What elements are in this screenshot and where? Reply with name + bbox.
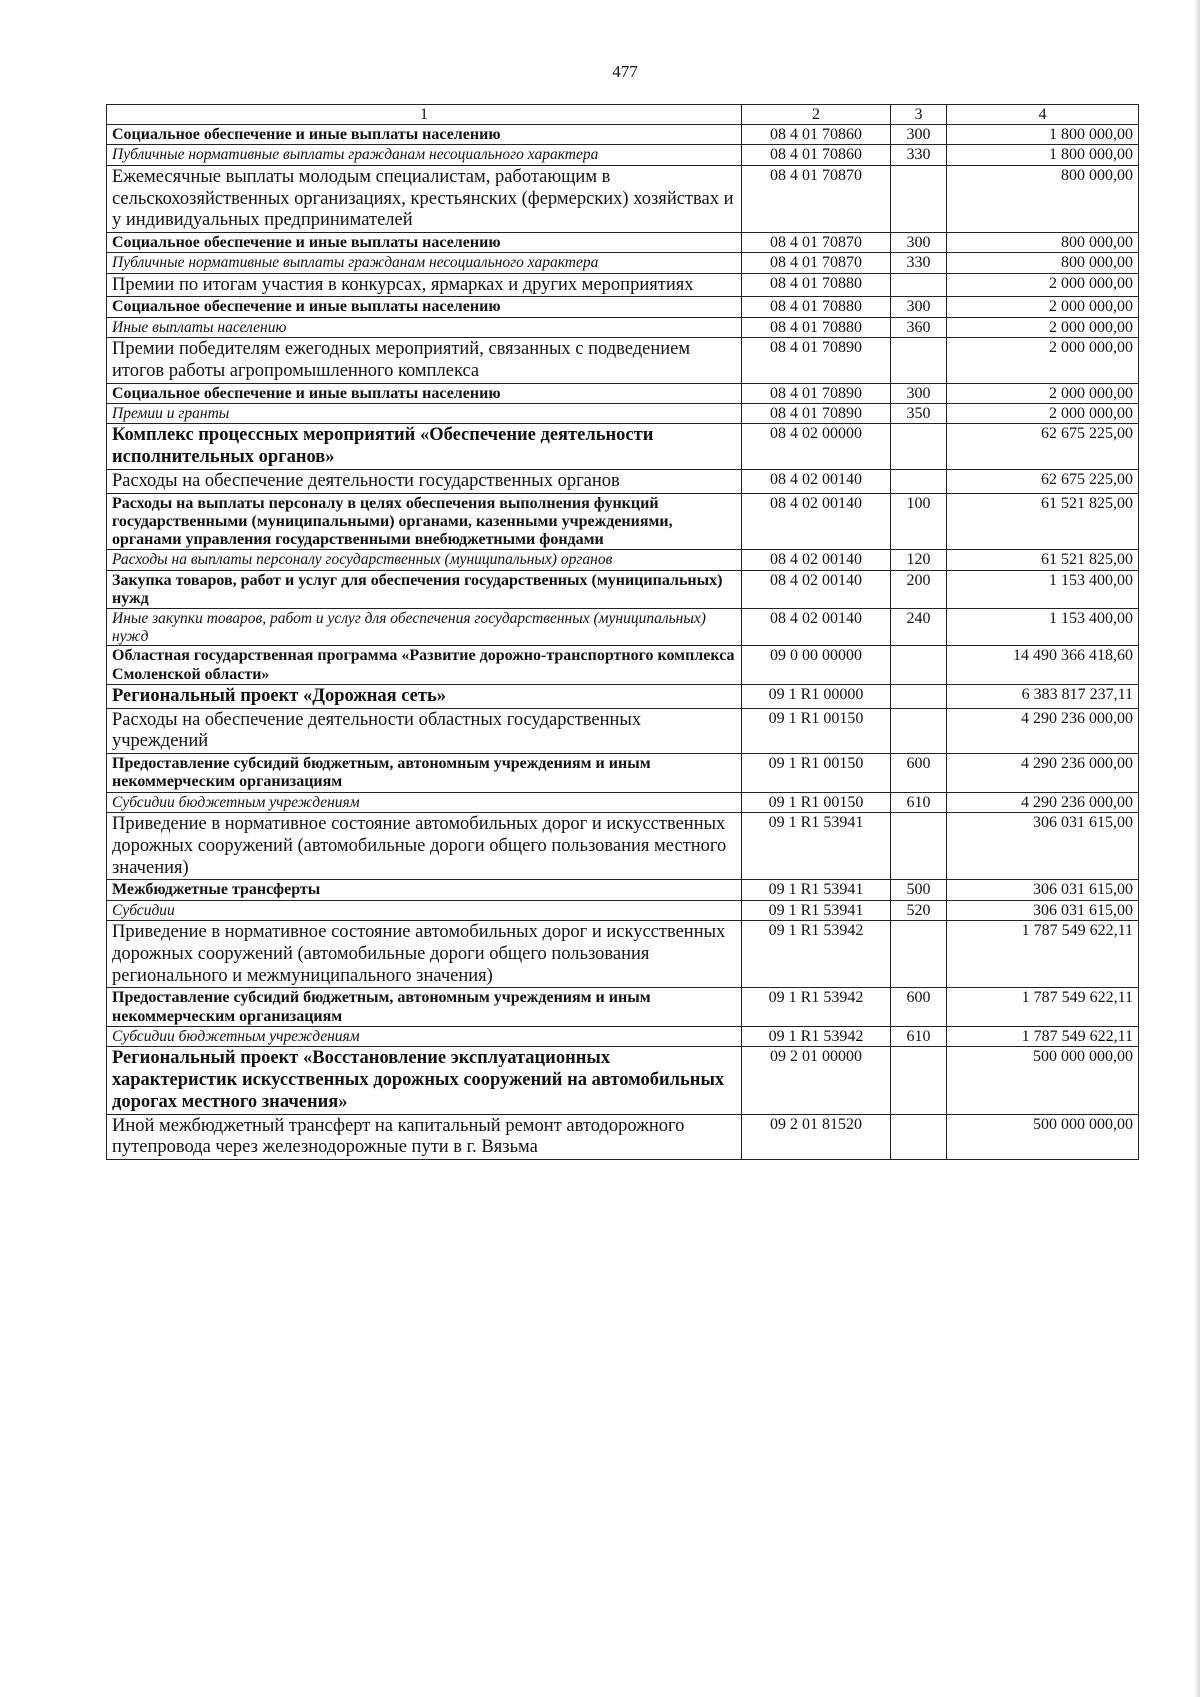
row-expense-type-cell: 100 — [891, 493, 947, 550]
header-col-3: 3 — [891, 105, 947, 125]
row-name-cell: Закупка товаров, работ и услуг для обеспечения государственных (муниципальных) нужд — [107, 570, 742, 608]
row-code-cell: 08 4 02 00140 — [742, 570, 891, 608]
row-amount-cell: 306 031 615,00 — [947, 900, 1139, 920]
row-expense-type-cell: 300 — [891, 383, 947, 403]
header-col-4: 4 — [947, 105, 1139, 125]
row-name-cell: Социальное обеспечение и иные выплаты населению — [107, 125, 742, 145]
row-name-cell: Расходы на обеспечение деятельности областных государственных учреждений — [107, 708, 742, 754]
row-code-cell: 08 4 02 00000 — [742, 424, 891, 470]
row-name-cell: Иной межбюджетный трансферт на капитальный ремонт автодорожного путепровода через железнодорожные пути в г. Вязьма — [107, 1114, 742, 1160]
row-name-cell: Расходы на выплаты персоналу государственных (муниципальных) органов — [107, 550, 742, 570]
row-expense-type-cell: 520 — [891, 900, 947, 920]
row-expense-type-cell — [891, 1114, 947, 1160]
row-amount-cell: 800 000,00 — [947, 233, 1139, 253]
row-name-cell: Социальное обеспечение и иные выплаты населению — [107, 297, 742, 317]
table-row — [107, 708, 1139, 754]
row-expense-type-cell — [891, 469, 947, 493]
budget-table-body — [107, 105, 1139, 1160]
row-code-cell: 08 4 02 00140 — [742, 469, 891, 493]
row-code-cell: 09 2 01 00000 — [742, 1047, 891, 1114]
table-row — [107, 684, 1139, 708]
row-amount-cell: 800 000,00 — [947, 253, 1139, 273]
row-expense-type-cell: 600 — [891, 988, 947, 1026]
row-amount-cell: 1 153 400,00 — [947, 570, 1139, 608]
row-expense-type-cell: 500 — [891, 880, 947, 900]
row-amount-cell: 2 000 000,00 — [947, 297, 1139, 317]
header-col-1: 1 — [107, 105, 742, 125]
row-name-cell: Региональный проект «Восстановление эксплуатационных характеристик искусственных дорожных сооружений на автомобильных дорогах местного значения» — [107, 1047, 742, 1114]
scan-edge-shadow — [1194, 0, 1200, 1697]
row-name-cell: Предоставление субсидий бюджетным, автономным учреждениям и иным некоммерческим организациям — [107, 754, 742, 792]
table-row — [107, 469, 1139, 493]
row-amount-cell: 500 000 000,00 — [947, 1047, 1139, 1114]
row-expense-type-cell — [891, 273, 947, 297]
row-expense-type-cell: 330 — [891, 145, 947, 165]
row-name-cell: Субсидии бюджетным учреждениям — [107, 1026, 742, 1046]
row-code-cell: 08 4 01 70890 — [742, 337, 891, 383]
row-expense-type-cell — [891, 708, 947, 754]
row-name-cell: Региональный проект «Дорожная сеть» — [107, 684, 742, 708]
table-row — [107, 550, 1139, 570]
row-amount-cell: 306 031 615,00 — [947, 880, 1139, 900]
row-expense-type-cell: 200 — [891, 570, 947, 608]
table-row — [107, 920, 1139, 987]
row-name-cell: Публичные нормативные выплаты гражданам несоциального характера — [107, 253, 742, 273]
table-row — [107, 317, 1139, 337]
row-code-cell: 08 4 02 00140 — [742, 550, 891, 570]
row-code-cell: 09 1 R1 53942 — [742, 920, 891, 987]
row-amount-cell: 61 521 825,00 — [947, 493, 1139, 550]
row-amount-cell: 2 000 000,00 — [947, 317, 1139, 337]
row-code-cell: 08 4 01 70870 — [742, 253, 891, 273]
row-amount-cell: 1 787 549 622,11 — [947, 920, 1139, 987]
row-amount-cell: 1 153 400,00 — [947, 608, 1139, 645]
row-expense-type-cell: 300 — [891, 297, 947, 317]
row-name-cell: Предоставление субсидий бюджетным, автономным учреждениям и иным некоммерческим организациям — [107, 988, 742, 1026]
table-row — [107, 145, 1139, 165]
row-amount-cell: 1 787 549 622,11 — [947, 1026, 1139, 1046]
row-amount-cell: 500 000 000,00 — [947, 1114, 1139, 1160]
row-name-cell: Социальное обеспечение и иные выплаты населению — [107, 233, 742, 253]
row-name-cell: Премии по итогам участия в конкурсах, ярмарках и других мероприятиях — [107, 273, 742, 297]
row-name-cell: Областная государственная программа «Развитие дорожно-транспортного комплекса Смоленской области» — [107, 646, 742, 684]
row-name-cell: Межбюджетные трансферты — [107, 880, 742, 900]
row-code-cell: 09 1 R1 53942 — [742, 988, 891, 1026]
row-code-cell: 08 4 01 70880 — [742, 317, 891, 337]
table-row — [107, 880, 1139, 900]
row-amount-cell: 61 521 825,00 — [947, 550, 1139, 570]
table-row — [107, 1026, 1139, 1046]
table-row — [107, 403, 1139, 423]
row-amount-cell: 306 031 615,00 — [947, 812, 1139, 879]
row-name-cell: Приведение в нормативное состояние автомобильных дорог и искусственных дорожных сооружений (автомобильные дороги общего пользования регионального и межмуниципального значения) — [107, 920, 742, 987]
table-row — [107, 570, 1139, 608]
table-row — [107, 608, 1139, 645]
row-code-cell: 08 4 01 70870 — [742, 233, 891, 253]
budget-table — [106, 104, 1139, 1160]
row-code-cell: 09 1 R1 00150 — [742, 754, 891, 792]
row-code-cell: 09 0 00 00000 — [742, 646, 891, 684]
row-amount-cell: 2 000 000,00 — [947, 273, 1139, 297]
row-code-cell: 08 4 01 70870 — [742, 165, 891, 232]
row-amount-cell: 6 383 817 237,11 — [947, 684, 1139, 708]
row-expense-type-cell: 600 — [891, 754, 947, 792]
row-expense-type-cell — [891, 920, 947, 987]
row-name-cell: Расходы на выплаты персоналу в целях обеспечения выполнения функций государственными (муниципальными) органами, казенными учреждениями, органами управления государственными внебюджетными фондами — [107, 493, 742, 550]
row-code-cell: 09 1 R1 53941 — [742, 880, 891, 900]
row-amount-cell: 2 000 000,00 — [947, 337, 1139, 383]
row-code-cell: 09 1 R1 53941 — [742, 900, 891, 920]
table-row — [107, 383, 1139, 403]
header-col-2: 2 — [742, 105, 891, 125]
table-header-row — [107, 105, 1139, 125]
row-name-cell: Приведение в нормативное состояние автомобильных дорог и искусственных дорожных сооружений (автомобильные дороги общего пользования местного значения) — [107, 812, 742, 879]
row-code-cell: 09 1 R1 00150 — [742, 792, 891, 812]
row-expense-type-cell — [891, 812, 947, 879]
row-amount-cell: 800 000,00 — [947, 165, 1139, 232]
table-row — [107, 337, 1139, 383]
row-amount-cell: 4 290 236 000,00 — [947, 754, 1139, 792]
row-amount-cell: 2 000 000,00 — [947, 383, 1139, 403]
row-expense-type-cell: 120 — [891, 550, 947, 570]
row-name-cell: Премии победителям ежегодных мероприятий, связанных с подведением итогов работы агропромышленного комплекса — [107, 337, 742, 383]
row-expense-type-cell — [891, 424, 947, 470]
table-row — [107, 297, 1139, 317]
row-name-cell: Публичные нормативные выплаты гражданам несоциального характера — [107, 145, 742, 165]
row-amount-cell: 4 290 236 000,00 — [947, 708, 1139, 754]
table-row — [107, 1047, 1139, 1114]
page-number: 477 — [612, 62, 638, 81]
row-code-cell: 08 4 01 70890 — [742, 403, 891, 423]
table-row — [107, 493, 1139, 550]
row-amount-cell: 1 787 549 622,11 — [947, 988, 1139, 1026]
table-row — [107, 792, 1139, 812]
table-row — [107, 754, 1139, 792]
row-amount-cell: 14 490 366 418,60 — [947, 646, 1139, 684]
row-code-cell: 08 4 01 70860 — [742, 145, 891, 165]
row-code-cell: 08 4 01 70890 — [742, 383, 891, 403]
row-code-cell: 08 4 02 00140 — [742, 493, 891, 550]
row-expense-type-cell: 360 — [891, 317, 947, 337]
row-expense-type-cell — [891, 337, 947, 383]
row-expense-type-cell: 300 — [891, 233, 947, 253]
row-expense-type-cell — [891, 684, 947, 708]
row-code-cell: 08 4 02 00140 — [742, 608, 891, 645]
row-name-cell: Субсидии бюджетным учреждениям — [107, 792, 742, 812]
table-row — [107, 233, 1139, 253]
row-expense-type-cell: 610 — [891, 792, 947, 812]
row-expense-type-cell — [891, 165, 947, 232]
row-code-cell: 08 4 01 70860 — [742, 125, 891, 145]
row-amount-cell: 1 800 000,00 — [947, 125, 1139, 145]
table-row — [107, 646, 1139, 684]
table-row — [107, 988, 1139, 1026]
row-expense-type-cell: 350 — [891, 403, 947, 423]
row-name-cell: Иные закупки товаров, работ и услуг для обеспечения государственных (муниципальных) нужд — [107, 608, 742, 645]
row-amount-cell: 4 290 236 000,00 — [947, 792, 1139, 812]
row-name-cell: Иные выплаты населению — [107, 317, 742, 337]
row-name-cell: Премии и гранты — [107, 403, 742, 423]
row-name-cell: Комплекс процессных мероприятий «Обеспечение деятельности исполнительных органов» — [107, 424, 742, 470]
table-row — [107, 900, 1139, 920]
row-name-cell: Социальное обеспечение и иные выплаты населению — [107, 383, 742, 403]
row-expense-type-cell: 300 — [891, 125, 947, 145]
row-expense-type-cell: 610 — [891, 1026, 947, 1046]
row-amount-cell: 62 675 225,00 — [947, 469, 1139, 493]
table-row — [107, 253, 1139, 273]
table-row — [107, 273, 1139, 297]
row-expense-type-cell — [891, 1047, 947, 1114]
row-amount-cell: 2 000 000,00 — [947, 403, 1139, 423]
table-row — [107, 424, 1139, 470]
row-code-cell: 09 1 R1 53941 — [742, 812, 891, 879]
row-name-cell: Субсидии — [107, 900, 742, 920]
row-expense-type-cell — [891, 646, 947, 684]
row-code-cell: 09 1 R1 00150 — [742, 708, 891, 754]
row-name-cell: Ежемесячные выплаты молодым специалистам, работающим в сельскохозяйственных организациях, крестьянских (фермерских) хозяйствах и у индивидуальных предпринимателей — [107, 165, 742, 232]
row-amount-cell: 62 675 225,00 — [947, 424, 1139, 470]
row-expense-type-cell: 240 — [891, 608, 947, 645]
row-code-cell: 09 1 R1 53942 — [742, 1026, 891, 1046]
row-name-cell: Расходы на обеспечение деятельности государственных органов — [107, 469, 742, 493]
row-code-cell: 09 1 R1 00000 — [742, 684, 891, 708]
row-expense-type-cell: 330 — [891, 253, 947, 273]
table-row — [107, 125, 1139, 145]
table-row — [107, 165, 1139, 232]
row-code-cell: 09 2 01 81520 — [742, 1114, 891, 1160]
table-row — [107, 812, 1139, 879]
row-code-cell: 08 4 01 70880 — [742, 273, 891, 297]
table-row — [107, 1114, 1139, 1160]
row-code-cell: 08 4 01 70880 — [742, 297, 891, 317]
row-amount-cell: 1 800 000,00 — [947, 145, 1139, 165]
